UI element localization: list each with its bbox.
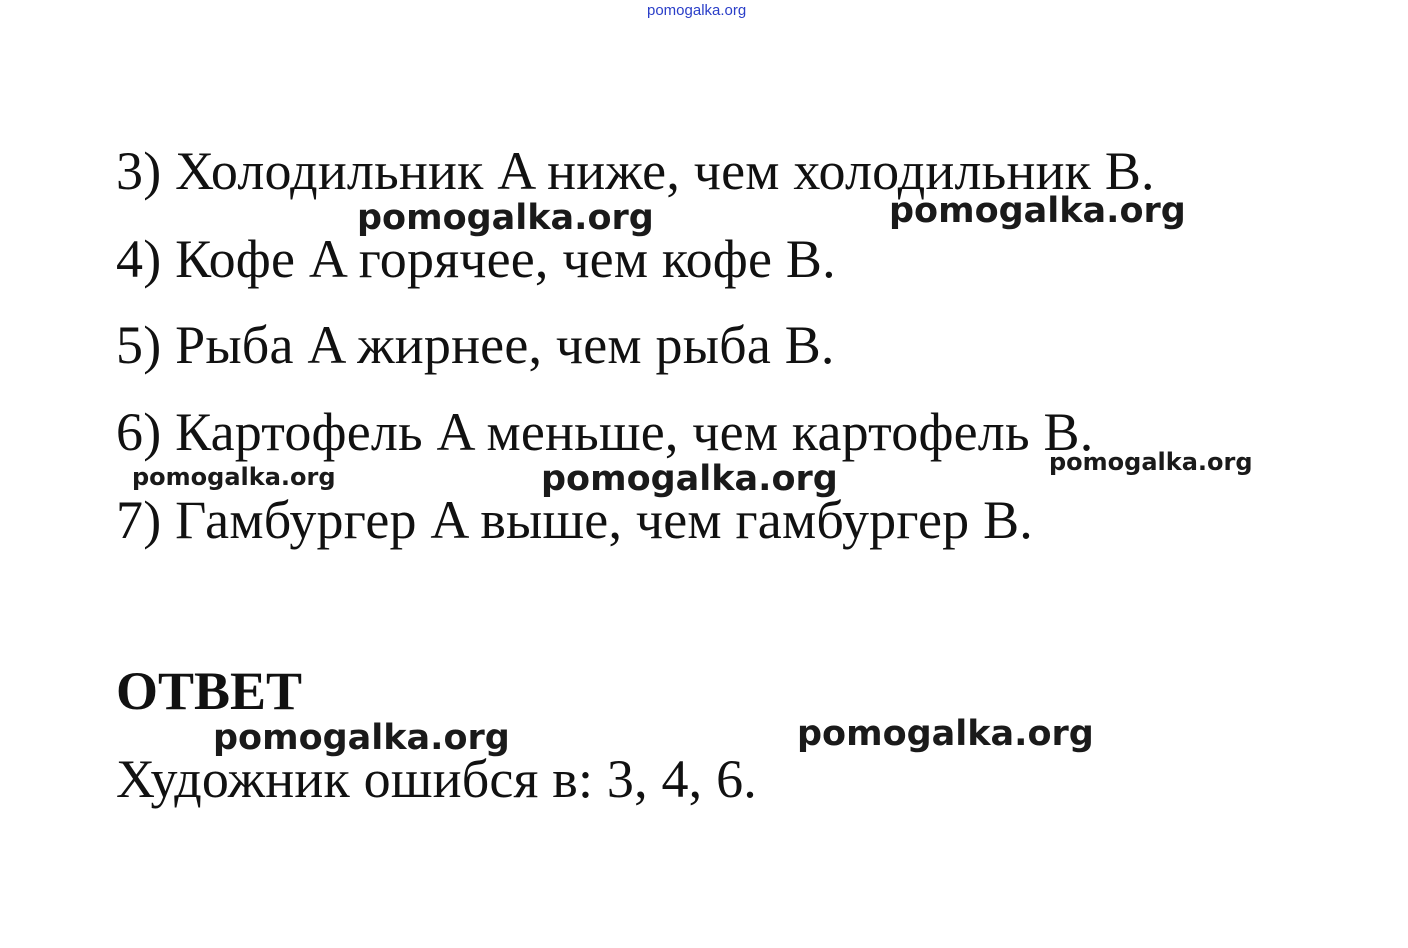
watermark: pomogalka.org — [889, 191, 1186, 231]
statement-3: 3) Холодильник A ниже, чем холодильник B. — [116, 141, 1155, 201]
watermark: pomogalka.org — [213, 718, 510, 758]
statement-4: 4) Кофе A горячее, чем кофе B. — [116, 229, 836, 289]
header-watermark[interactable]: pomogalka.org — [647, 2, 747, 19]
answer-text: Художник ошибся в: 3, 4, 6. — [116, 749, 757, 809]
watermark: pomogalka.org — [132, 463, 336, 491]
watermark: pomogalka.org — [1049, 448, 1253, 476]
statement-7: 7) Гамбургер A выше, чем гамбургер B. — [116, 490, 1033, 550]
statement-5: 5) Рыба A жирнее, чем рыба B. — [116, 315, 835, 375]
watermark: pomogalka.org — [357, 198, 654, 238]
statement-6: 6) Картофель A меньше, чем картофель B. — [116, 402, 1094, 462]
watermark: pomogalka.org — [541, 459, 838, 499]
watermark: pomogalka.org — [797, 714, 1094, 754]
answer-heading: ОТВЕТ — [116, 661, 303, 721]
